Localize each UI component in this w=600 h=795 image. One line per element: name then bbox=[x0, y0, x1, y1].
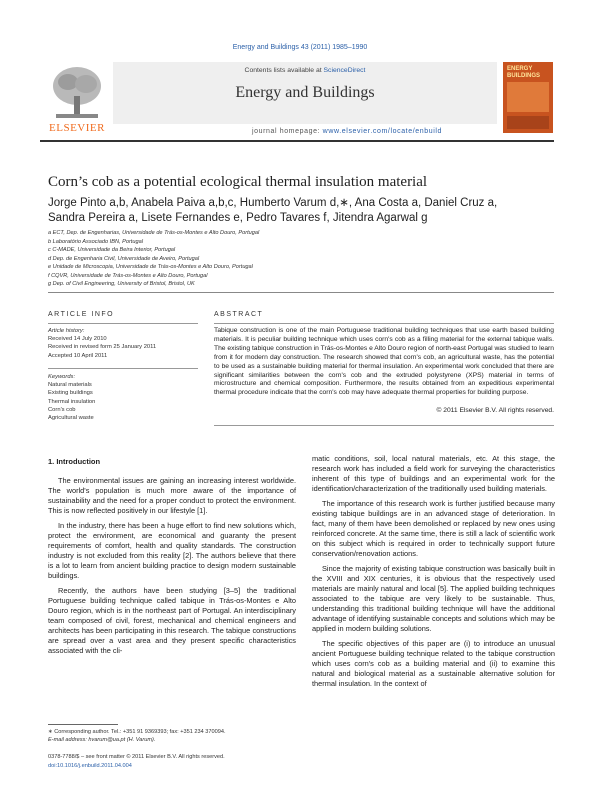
section-rule bbox=[48, 292, 554, 293]
article-info-rule bbox=[48, 323, 198, 324]
keyword: Natural materials bbox=[48, 382, 92, 389]
body-paragraph: The specific objectives of this paper are (i) to introduce an unusual ancient Portuguese building technique related to the tabique construction which uses corn's cob as a building material and (ii) to examine this natural and biological material as a sustainable alternative solution for thermal insulation. In the context of bbox=[312, 639, 555, 688]
keyword: Existing buildings bbox=[48, 390, 93, 397]
journal-homepage bbox=[197, 128, 497, 135]
article-title: Corn’s cob as a potential ecological thermal insulation material bbox=[48, 174, 428, 190]
affiliation: b Laboratório Associado IBN, Portugal bbox=[48, 238, 143, 245]
corresponding-author: ∗ Corresponding author. Tel.: +351 91 9369393; fax: +351 234 370094. bbox=[48, 729, 226, 735]
body-paragraph-continued: matic conditions, soil, local natural materials, etc. At this stage, the research work has included a field work for surveying the characteristics inherent of this type of buildings and an experimental work for the identification/characterization of the traditionally used building materials. bbox=[312, 454, 555, 493]
email-address: E-mail address: hvarum@ua.pt (H. Varum). bbox=[48, 737, 156, 743]
affiliation: c C-MADE, Universidade da Beira Interior, Portugal bbox=[48, 247, 176, 253]
cover-title-energy: ENERGY bbox=[507, 66, 533, 72]
journal-title: Energy and Buildings bbox=[235, 84, 375, 101]
cover-artwork bbox=[507, 82, 549, 112]
contents-prefix: Contents lists available at bbox=[244, 67, 324, 74]
journal-reference: Energy and Buildings 43 (2011) 1985–1990 bbox=[232, 44, 368, 51]
homepage-url-link[interactable]: www.elsevier.com/locate/enbuild bbox=[322, 128, 443, 135]
authors-line-1: Jorge Pinto a,b, Anabela Paiva a,b,c, Humberto Varum d,∗, Ana Costa a, Daniel Cruz a, bbox=[48, 197, 498, 209]
history-entry: Received in revised form 25 January 2011 bbox=[48, 344, 157, 351]
body-column-left bbox=[48, 476, 296, 661]
abstract-bottom-rule bbox=[214, 425, 554, 426]
history-entry: Received 14 July 2010 bbox=[48, 336, 107, 343]
cover-title-buildings: BUILDINGS bbox=[507, 73, 540, 79]
keyword: Thermal insulation bbox=[48, 398, 96, 405]
masthead-rule bbox=[40, 140, 554, 142]
contents-line bbox=[113, 67, 497, 74]
journal-masthead bbox=[113, 62, 497, 124]
abstract-copyright: © 2011 Elsevier B.V. All rights reserved. bbox=[436, 407, 554, 414]
body-paragraph: Recently, the authors have been studying [3–5] the traditional Portuguese building technique called tabique in Trás-os-Montes e Alto Douro region, which is in the northeast part of Portugal. An interdisciplinary team composed of civil, forest, mechanical and chemical engineers and architects has been participating in this research. The tabique constructions are spread over a vast area and they present specific characteristics associated with the cli- bbox=[48, 586, 296, 655]
introduction-heading: 1. Introduction bbox=[48, 457, 101, 466]
keyword: Corn's cob bbox=[48, 406, 76, 413]
affiliations bbox=[48, 229, 528, 289]
journal-cover-image bbox=[503, 62, 553, 133]
publisher-logo-text: ELSEVIER bbox=[49, 122, 105, 134]
doi-link[interactable]: doi:10.1016/j.enbuild.2011.04.004 bbox=[48, 762, 132, 769]
issn-line: 0378-7788/$ – see front matter © 2011 Elsevier B.V. All rights reserved. bbox=[48, 754, 225, 760]
affiliation: f CQVR, Universidade de Trás-os-Montes e Alto Douro, Portugal bbox=[48, 272, 208, 279]
keywords-label: Keywords: bbox=[48, 374, 76, 380]
article-info-heading: ARTICLE INFO bbox=[48, 311, 115, 318]
body-paragraph: Since the majority of existing tabique construction was basically built in the XVIII and XIX centuries, it is obvious that the respectively used materials are mainly natural and local [5]. The applied building techniques associated to the tabique are very likely to be sustainable. Thus, understanding this traditional building technique will have the additional advantage of identifying sustainable concepts and solutions which may be applied in modern building solutions. bbox=[312, 564, 555, 633]
elsevier-tree-logo bbox=[46, 62, 108, 122]
abstract-heading: ABSTRACT bbox=[214, 311, 264, 318]
keywords-list bbox=[48, 373, 208, 422]
history-entry: Accepted 10 April 2011 bbox=[48, 352, 108, 359]
footnote-rule bbox=[48, 724, 118, 725]
body-paragraph: The importance of this research work is further justified because many existing tabique buildings are in an advanced stage of deterioration. In fact, many of them have been demolished or replaced by new ones using reinforced concrete. At the same time, there is still a lack of scientific work on this subject which is required in order to technically support future conservation/renovation actions. bbox=[312, 499, 555, 558]
affiliation: e Unidade de Microscopia, Universidade de Trás-os-Montes e Alto Douro, Portugal bbox=[48, 264, 253, 270]
author-list bbox=[48, 196, 548, 226]
article-history bbox=[48, 327, 208, 360]
authors-line-2: Sandra Pereira a, Lisete Fernandes e, Pedro Tavares f, Jitendra Agarwal g bbox=[48, 212, 428, 224]
affiliation: a ECT, Dep. de Engenharias, Universidade de Trás-os-Montes e Alto Douro, Portugal bbox=[48, 230, 260, 236]
affiliation: g Dep. of Civil Engineering, University of Bristol, Bristol, UK bbox=[48, 281, 195, 287]
history-label: Article history: bbox=[48, 328, 85, 334]
page-footer bbox=[48, 753, 298, 770]
sciencedirect-link[interactable]: ScienceDirect bbox=[323, 67, 366, 74]
keyword: Agricultural waste bbox=[48, 415, 94, 422]
abstract-text: Tabique construction is one of the main Portuguese traditional building techniques that use earth based building materials. It is peculiar building technique which uses corn's cob as a filling material for the external tabique walls. The existing tabique construction in Trás-os-Montes e Alto Douro region of north-east Portugal was studied to learn from it for modern day construction. The research showed that corn's cob, an agricultural waste, has the potential to be used as a sustainable building material for thermal insulation. An experimental work concluded that there are significant similarities between the corn's cob and the extruded polystyrene (XPS) material in terms of microstructure and chemical composition. Furthermore, the results obtained from an expeditious experimental thermal procedure indicate that the corn's cob may have adequate thermal properties for building purpose. bbox=[214, 327, 554, 397]
affiliation: d Dep. de Engenharia Civil, Universidade de Aveiro, Portugal bbox=[48, 255, 200, 262]
keywords-rule bbox=[48, 368, 198, 369]
abstract-rule bbox=[214, 323, 554, 324]
homepage-prefix: journal homepage: bbox=[251, 128, 323, 135]
body-paragraph: In the industry, there has been a huge effort to find new solutions which, protect the environment, are economical and guaranty the present requirements of comfort, health and quality standards. The construction industry is not excluded from this reality [2]. The authors believe that there is a lot to learn from ancient building practice to design modern sustainable buildings. bbox=[48, 521, 296, 580]
body-column-right bbox=[312, 454, 555, 694]
cover-footer bbox=[507, 116, 549, 129]
body-paragraph: The environmental issues are gaining an increasing interest worldwide. The world's population is much more aware of the importance of sustainability and the need for a proper conduct to protect the environment. This is now reflected positively in our lifestyle [1]. bbox=[48, 476, 296, 515]
corresponding-author-footnote bbox=[48, 728, 298, 744]
